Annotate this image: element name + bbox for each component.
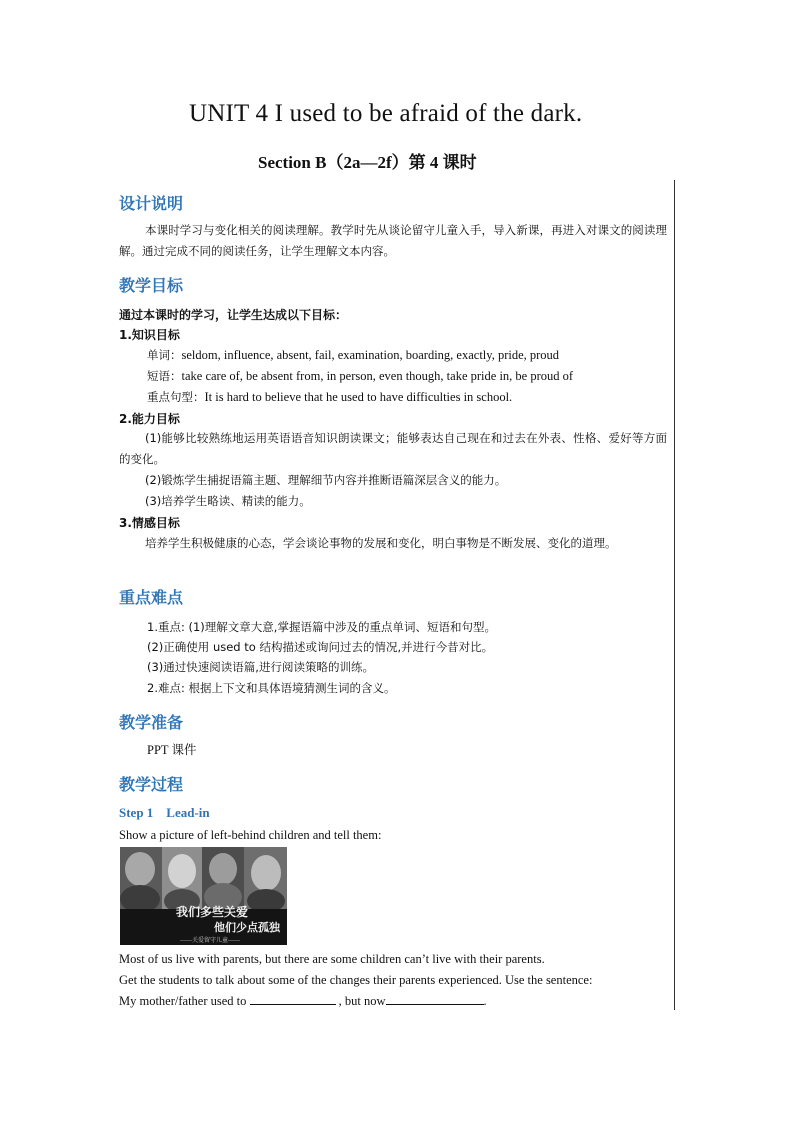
keypoints-line-3: (3)通过快速阅读语篇,进行阅读策略的训练。 [147,660,374,674]
process-heading: 教学过程 [119,775,184,794]
ability-item-2: (2)锻炼学生捕捉语篇主题、理解细节内容并推断语篇深层含义的能力。 [145,473,507,487]
emotion-label: 3.情感目标 [119,516,180,530]
keypoints-line-2: (2)正确使用 used to 结构描述或询问过去的情况,并进行今昔对比。 [147,640,494,654]
design-heading: 设计说明 [119,194,184,213]
process-line-2: Most of us live with parents, but there are some children can’t live with their parents. [119,952,545,966]
sentence-label: 重点句型： [147,390,205,404]
fill-sentence-end: . [483,994,487,1008]
process-line-1: Show a picture of left-behind children and tell them: [119,828,382,842]
ability-item-1: (1)能够比较熟练地运用英语语音知识朗读课文；能够表达自己现在和过去在外表、性格、爱好等方面的变化。 [119,431,667,466]
phrases-line [147,366,573,387]
sentence-line [147,387,512,408]
ability-item-3: (3)培养学生略读、精读的能力。 [145,494,311,508]
unit-title: UNIT 4 I used to be afraid of the dark. [189,100,583,127]
process-line-4 [119,991,487,1012]
goals-intro: 通过本课时的学习，让学生达成以下目标： [119,308,348,322]
emotion-text: 培养学生积极健康的心态，学会谈论事物的发展和变化，明白事物是不断发展、变化的道理。 [145,536,617,550]
keypoints-line-4: 2.难点: 根据上下文和具体语境猜测生词的含义。 [147,681,396,695]
words-label: 单词： [147,348,182,362]
fill-blank-1[interactable] [250,992,336,1005]
fill-blank-2[interactable] [386,992,484,1005]
words-line [147,345,559,366]
prep-heading: 教学准备 [119,713,184,732]
photo-caption-3: ——关爱留守儿童—— [180,938,241,944]
sentence-text: It is hard to believe that he used to have difficulties in school. [204,390,513,404]
right-border-line [674,180,675,1010]
prep-text: PPT 课件 [147,743,197,757]
phrases-label: 短语： [147,369,182,383]
process-line-3: Get the students to talk about some of the changes their parents experienced. Use the sentence: [119,973,593,987]
photo-caption-2: 他们少点孤独 [214,921,280,934]
goals-heading: 教学目标 [119,276,184,295]
keypoints-heading: 重点难点 [119,588,184,607]
photo-caption-1: 我们多些关爱 [176,905,249,919]
fill-sentence-mid: , but now [335,994,386,1008]
words-text: seldom, influence, absent, fail, examination, boarding, exactly, pride, proud [181,348,560,362]
section-title: Section B（2a—2f）第 4 课时 [258,153,477,172]
keypoints-line-1: 1.重点: (1)理解文章大意,掌握语篇中涉及的重点单词、短语和句型。 [147,620,496,634]
knowledge-label: 1.知识目标 [119,328,180,342]
ability-label: 2.能力目标 [119,412,180,426]
design-text: 本课时学习与变化相关的阅读理解。教学时先从谈论留守儿童入手，导入新课，再进入对课文的阅读理解。通过完成不同的阅读任务，让学生理解文本内容。 [119,223,667,258]
left-behind-children-photo [120,847,287,945]
step1-heading: Step 1 Lead-in [119,805,210,820]
fill-sentence-start: My mother/father used to [119,994,250,1008]
phrases-text: take care of, be absent from, in person, even though, take pride in, be proud of [181,369,574,383]
